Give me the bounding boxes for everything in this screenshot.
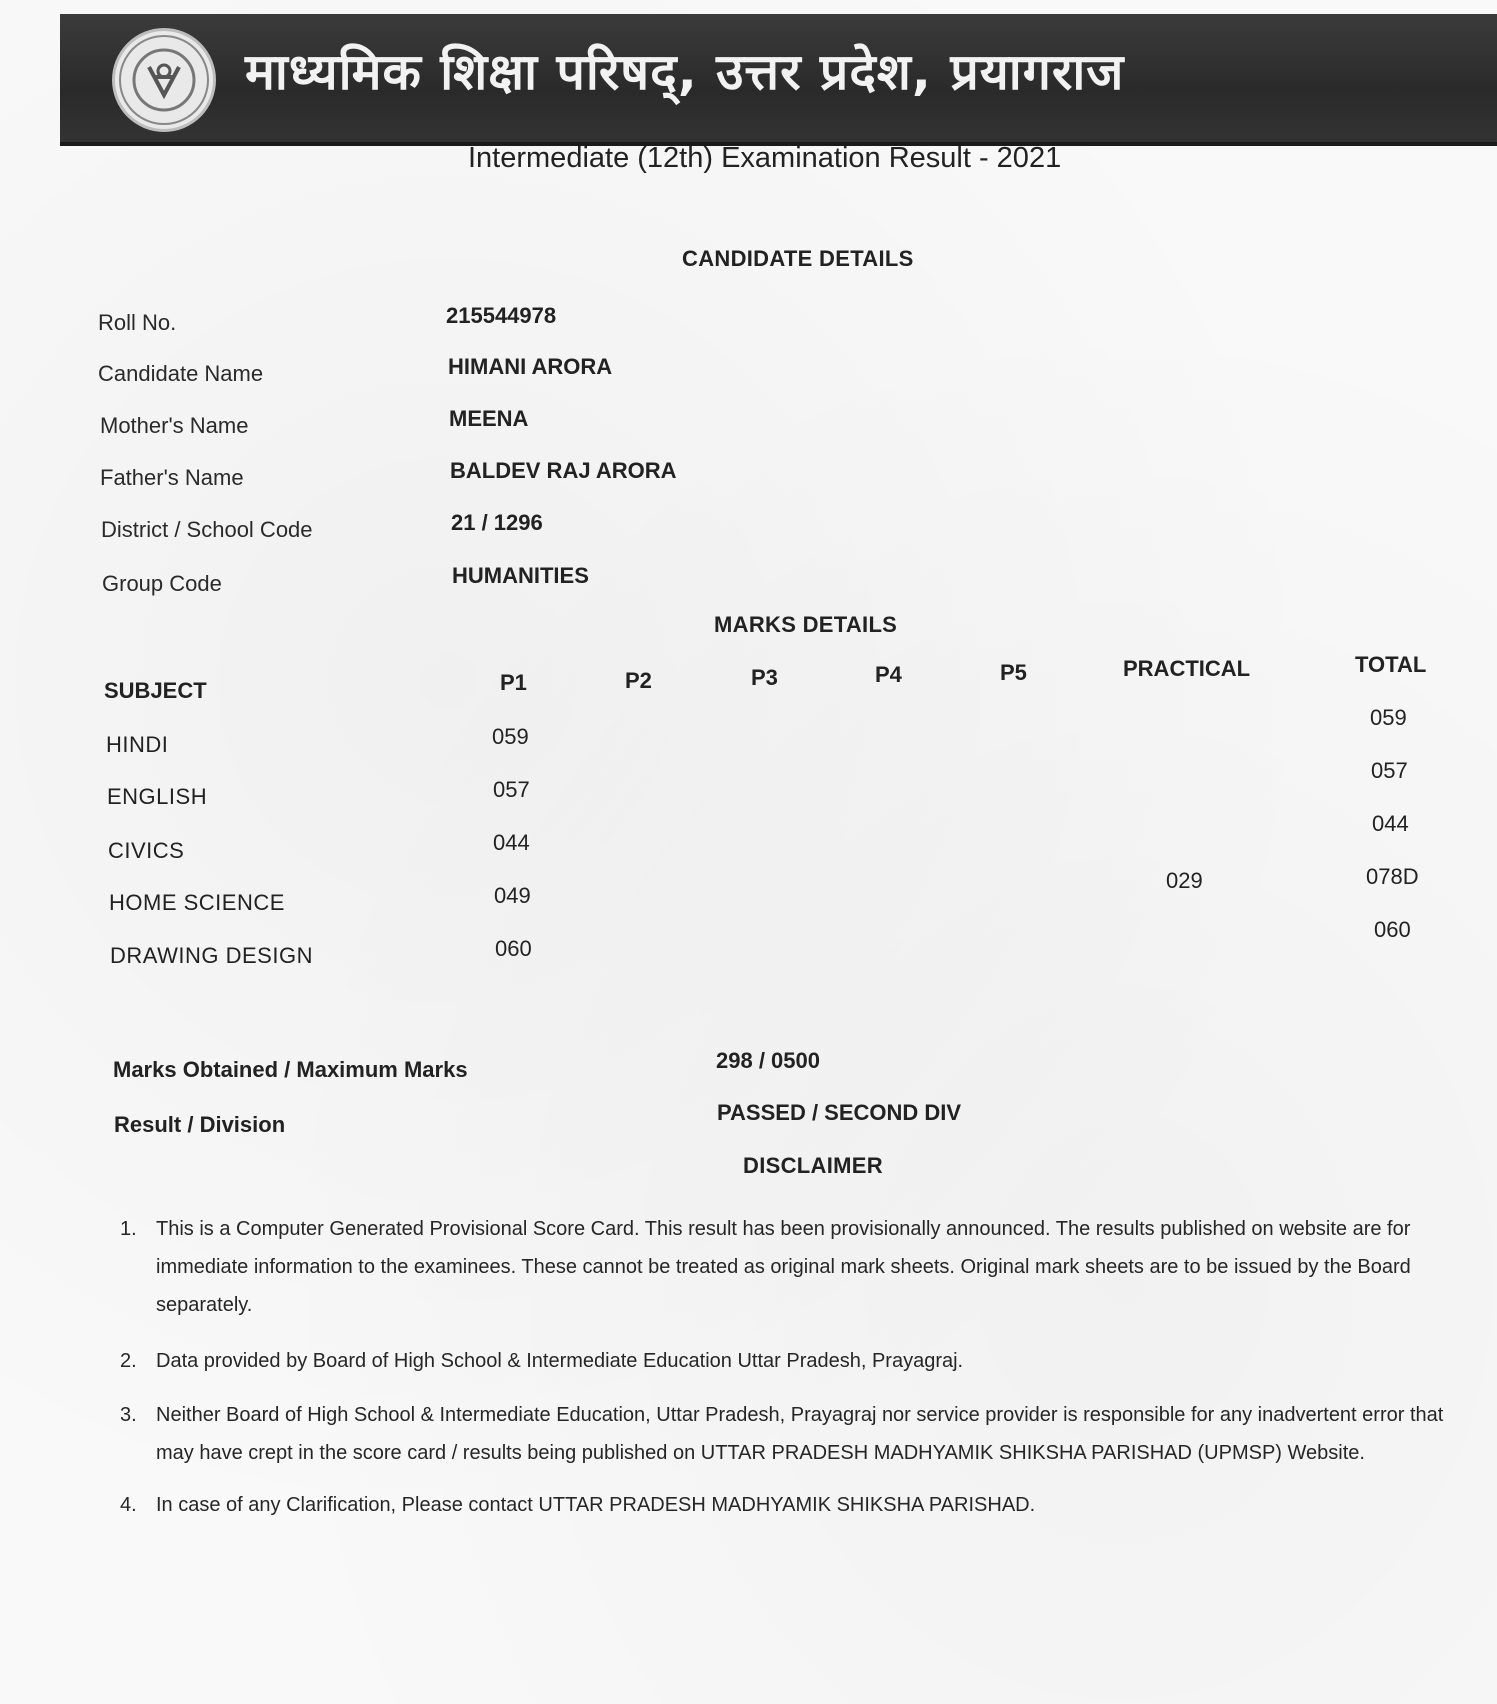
col-p5: P5 — [1000, 660, 1027, 685]
group-code-label: Group Code — [102, 571, 222, 596]
candidate-name-label: Candidate Name — [98, 361, 264, 386]
table-row-total: 060 — [1374, 917, 1411, 942]
mother-name-value: MEENA — [449, 406, 529, 431]
table-row-subject: HINDI — [106, 732, 169, 757]
father-name-label: Father's Name — [100, 465, 244, 490]
table-row-subject: ENGLISH — [107, 784, 208, 809]
result-division-label: Result / Division — [114, 1112, 286, 1137]
col-p1: P1 — [500, 670, 527, 695]
table-row-p1: 060 — [495, 936, 532, 961]
col-p2: P2 — [625, 668, 652, 693]
disclaimer-item-number: 2. — [120, 1350, 137, 1372]
col-subject: SUBJECT — [104, 678, 207, 703]
disclaimer-item-text: Neither Board of High School & Intermediate Education, Uttar Pradesh, Prayagraj nor service provider is responsible for any inadvertent error that may have crept in the score card / results being published on UTTAR PRADESH MADHYAMIK SHIKSHA PARISHAD (UPMSP) Website. — [156, 1404, 1444, 1464]
board-name-hindi: माध्यमिक शिक्षा परिषद्, उत्तर प्रदेश, प्रयागराज — [245, 43, 1125, 101]
district-school-code-label: District / School Code — [101, 517, 313, 542]
table-row-total: 059 — [1370, 705, 1407, 730]
district-school-code-value: 21 / 1296 — [451, 510, 543, 535]
marks-obtained-value: 298 / 0500 — [716, 1048, 820, 1073]
table-row-subject: HOME SCIENCE — [109, 890, 285, 915]
table-row-p1: 057 — [493, 777, 530, 802]
col-p3: P3 — [751, 665, 778, 690]
col-p4: P4 — [875, 662, 902, 687]
father-name-value: BALDEV RAJ ARORA — [450, 458, 677, 483]
marks-obtained-label: Marks Obtained / Maximum Marks — [113, 1057, 468, 1082]
candidate-details-heading: CANDIDATE DETAILS — [682, 246, 914, 271]
roll-no-label: Roll No. — [98, 310, 177, 335]
table-row-subject: DRAWING DESIGN — [110, 943, 313, 968]
col-practical: PRACTICAL — [1123, 656, 1251, 681]
disclaimer-item-number: 3. — [120, 1404, 137, 1426]
table-row-practical: 029 — [1166, 868, 1203, 893]
disclaimer-heading: DISCLAIMER — [743, 1153, 883, 1178]
result-division-value: PASSED / SECOND DIV — [717, 1100, 962, 1125]
table-row-p1: 059 — [492, 724, 529, 749]
col-total: TOTAL — [1355, 652, 1427, 677]
mother-name-label: Mother's Name — [100, 413, 249, 438]
board-seal-logo — [112, 28, 216, 132]
table-row-total: 044 — [1372, 811, 1409, 836]
group-code-value: HUMANITIES — [452, 563, 589, 588]
table-row-total: 057 — [1371, 758, 1408, 783]
disclaimer-item-text: Data provided by Board of High School & Intermediate Education Uttar Pradesh, Prayagraj. — [156, 1350, 964, 1372]
table-row-subject: CIVICS — [108, 838, 185, 863]
candidate-name-value: HIMANI ARORA — [448, 354, 613, 379]
disclaimer-item-number: 4. — [120, 1494, 137, 1516]
marks-details-heading: MARKS DETAILS — [714, 612, 898, 637]
table-row-total: 078D — [1366, 864, 1419, 889]
disclaimer-item-text: In case of any Clarification, Please contact UTTAR PRADESH MADHYAMIK SHIKSHA PARISHAD. — [156, 1494, 1036, 1516]
table-row-p1: 049 — [494, 883, 531, 908]
disclaimer-item-number: 1. — [120, 1218, 137, 1240]
roll-no-value: 215544978 — [446, 303, 557, 328]
disclaimer-item-text: This is a Computer Generated Provisional Score Card. This result has been provisionally announced. The results published on website are for immediate information to the examinees. These cannot be treated as original mark sheets. Original mark sheets are to be issued by the Board separately. — [156, 1218, 1411, 1316]
table-row-p1: 044 — [493, 830, 530, 855]
exam-title: Intermediate (12th) Examination Result - 2021 — [468, 142, 1062, 174]
